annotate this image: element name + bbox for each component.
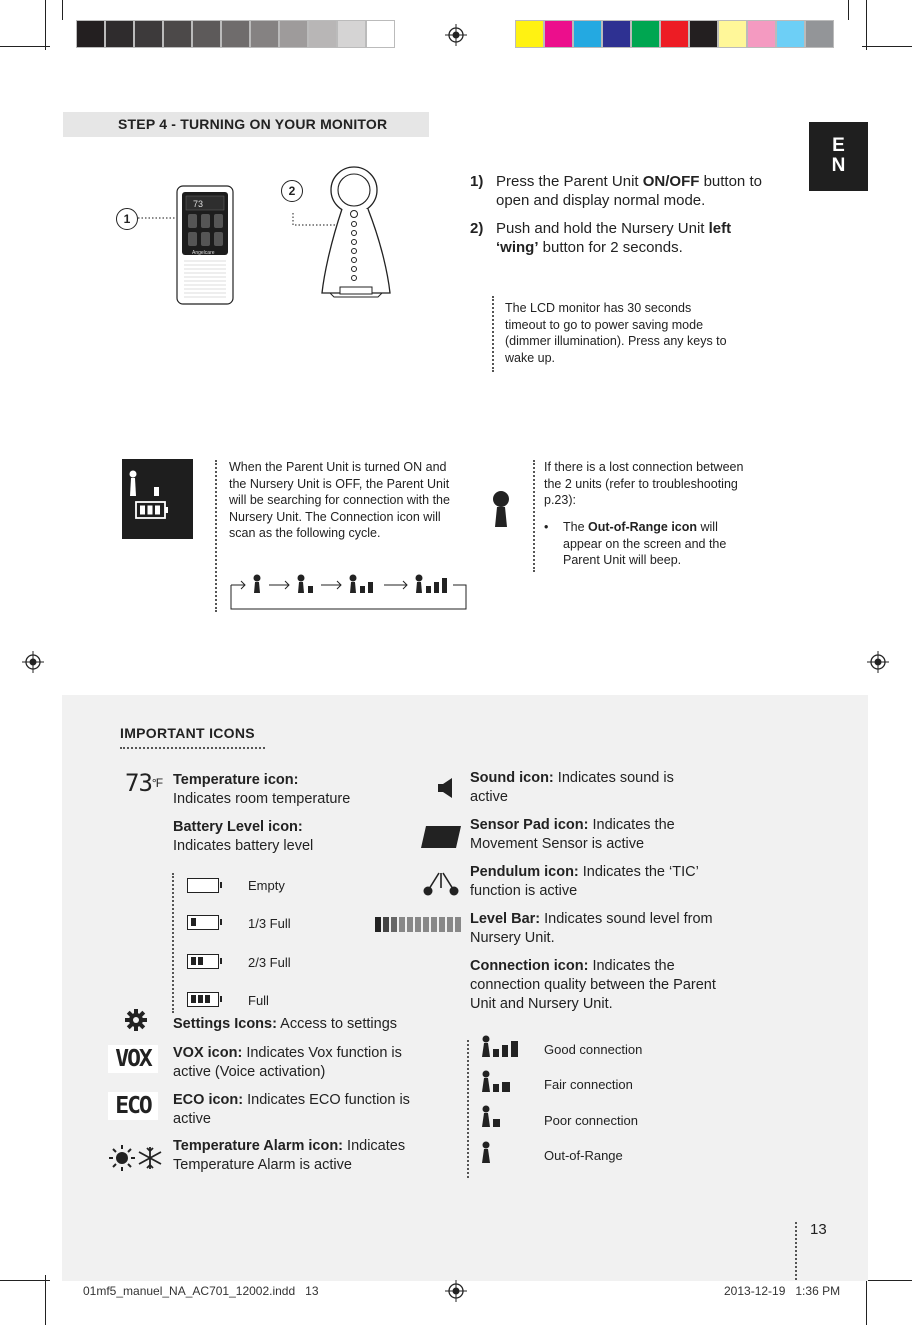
registration-mark-icon xyxy=(22,651,44,673)
gray-swatch xyxy=(192,20,221,48)
settings-gear-icon xyxy=(124,1008,148,1032)
color-swatch xyxy=(718,20,747,48)
dotted-divider xyxy=(172,873,174,1013)
color-swatch xyxy=(805,20,834,48)
vox-icon-desc: VOX icon: Indicates Vox function is active (Voice activation) xyxy=(173,1045,402,1080)
registration-mark-icon xyxy=(867,651,889,673)
color-swatch xyxy=(660,20,689,48)
connection-out-of-range-icon xyxy=(480,1141,524,1165)
gray-swatch xyxy=(76,20,105,48)
dotted-divider xyxy=(795,1222,797,1280)
out-of-range-icon xyxy=(490,490,512,528)
page-number: 13 xyxy=(810,1221,827,1238)
level-bar-icon xyxy=(375,917,461,932)
step-item-1 xyxy=(470,172,790,212)
battery-level-label: Full xyxy=(248,993,269,1008)
battery-level-label: Empty xyxy=(248,878,285,893)
battery-icon-desc: Battery Level icon: Indicates battery level xyxy=(173,819,314,854)
eco-icon-desc: ECO icon: Indicates ECO function is active xyxy=(173,1092,410,1127)
footer-filename: 01mf5_manuel_NA_AC701_12002.indd 13 xyxy=(83,1284,319,1298)
sensor-pad-desc: Sensor Pad icon: Indicates the Movement Sensor is active xyxy=(470,817,675,852)
settings-icon-desc: Settings Icons: Access to settings xyxy=(173,1016,398,1032)
sensor-pad-icon xyxy=(420,825,462,849)
footer-date: 2013-12-19 1:36 PM xyxy=(724,1284,841,1298)
dotted-divider xyxy=(467,1040,469,1178)
color-swatch xyxy=(544,20,573,48)
step-item-2 xyxy=(470,219,790,259)
battery-empty-icon xyxy=(187,878,219,893)
dotted-divider xyxy=(215,460,217,612)
connection-icon-desc: Connection icon: Indicates the connection quality between the Parent Unit and Nursery Unit. xyxy=(470,958,716,1012)
connection-poor-icon xyxy=(480,1105,524,1129)
color-swatch xyxy=(747,20,776,48)
connection-level-label: Good connection xyxy=(544,1042,643,1057)
color-swatch xyxy=(515,20,544,48)
lcd-timeout-note: The LCD monitor has 30 seconds timeout to go to power saving mode (dimmer illumination). Press any keys to wake up. xyxy=(505,301,727,365)
step-number: 2) xyxy=(470,220,484,237)
gray-swatch xyxy=(279,20,308,48)
searching-screen-icon xyxy=(122,459,193,539)
eco-icon: ECO xyxy=(108,1092,158,1120)
vox-icon: VOX xyxy=(108,1045,158,1073)
language-code: E N xyxy=(831,135,846,176)
temperature-alarm-desc: Temperature Alarm icon: Indicates Temperature Alarm is active xyxy=(173,1138,406,1173)
connection-level-label: Fair connection xyxy=(544,1077,633,1092)
gray-swatch xyxy=(250,20,279,48)
pendulum-desc: Pendulum icon: Indicates the ‘TIC’ function is active xyxy=(470,864,699,899)
color-swatch xyxy=(573,20,602,48)
lost-connection-note: If there is a lost connection between the 2 units (refer to troubleshooting p.23): xyxy=(544,460,744,507)
gray-swatch xyxy=(134,20,163,48)
dotted-divider xyxy=(492,296,494,372)
step-header: STEP 4 - TURNING ON YOUR MONITOR xyxy=(63,112,429,137)
callout-2: 2 xyxy=(281,180,303,202)
temperature-icon-desc: Temperature icon: Indicates room temperature xyxy=(173,772,351,807)
device-brand: Angelcare xyxy=(192,250,215,256)
sound-icon xyxy=(437,777,455,799)
registration-mark-icon xyxy=(445,1280,467,1302)
lost-connection-bullet: • The Out-of-Range icon will appear on the screen and the Parent Unit will beep. xyxy=(544,520,727,567)
gray-swatch xyxy=(337,20,366,48)
color-swatch xyxy=(689,20,718,48)
color-swatch xyxy=(631,20,660,48)
connection-good-icon xyxy=(480,1035,524,1059)
pendulum-icon xyxy=(423,871,459,897)
callout-1: 1 xyxy=(116,208,138,230)
registration-mark-icon xyxy=(445,24,467,46)
dotted-divider xyxy=(533,460,535,572)
battery-third-icon xyxy=(187,915,219,930)
gray-swatch xyxy=(308,20,337,48)
gray-swatch xyxy=(366,20,395,48)
color-swatch xyxy=(776,20,805,48)
battery-full-icon xyxy=(187,992,219,1007)
temperature-icon: $73^{^\circ F}$ xyxy=(125,769,163,797)
connection-scan-cycle-diagram xyxy=(229,571,469,611)
battery-level-label: 2/3 Full xyxy=(248,955,291,970)
connection-level-label: Out-of-Range xyxy=(544,1148,623,1163)
step-number: 1) xyxy=(470,173,484,190)
level-bar-desc: Level Bar: Indicates sound level from Nursery Unit. xyxy=(470,911,713,946)
gray-swatch xyxy=(163,20,192,48)
nursery-unit-illustration xyxy=(290,165,405,300)
searching-note: When the Parent Unit is turned ON and the Nursery Unit is OFF, the Parent Unit will be searching for connection with the Nursery Unit. The Connection icon will scan as the following cycle. xyxy=(229,460,450,540)
battery-two-thirds-icon xyxy=(187,954,219,969)
temperature-alarm-icon xyxy=(108,1144,164,1172)
battery-level-label: 1/3 Full xyxy=(248,916,291,931)
sound-icon-desc: Sound icon: Indicates sound is active xyxy=(470,770,674,805)
connection-fair-icon xyxy=(480,1070,524,1094)
connection-level-label: Poor connection xyxy=(544,1113,638,1128)
step-text: Press the Parent Unit ON/OFF button to open and display normal mode. xyxy=(496,173,762,209)
parent-unit-illustration xyxy=(137,183,242,308)
device-temp: 73 xyxy=(193,199,204,209)
language-tab xyxy=(809,122,868,191)
title-underline xyxy=(120,747,265,749)
gray-swatch xyxy=(105,20,134,48)
step-text: Push and hold the Nursery Unit left ‘wing’ button for 2 seconds. xyxy=(496,220,732,256)
color-swatch xyxy=(602,20,631,48)
gray-swatch xyxy=(221,20,250,48)
important-icons-title: IMPORTANT ICONS xyxy=(120,725,255,741)
